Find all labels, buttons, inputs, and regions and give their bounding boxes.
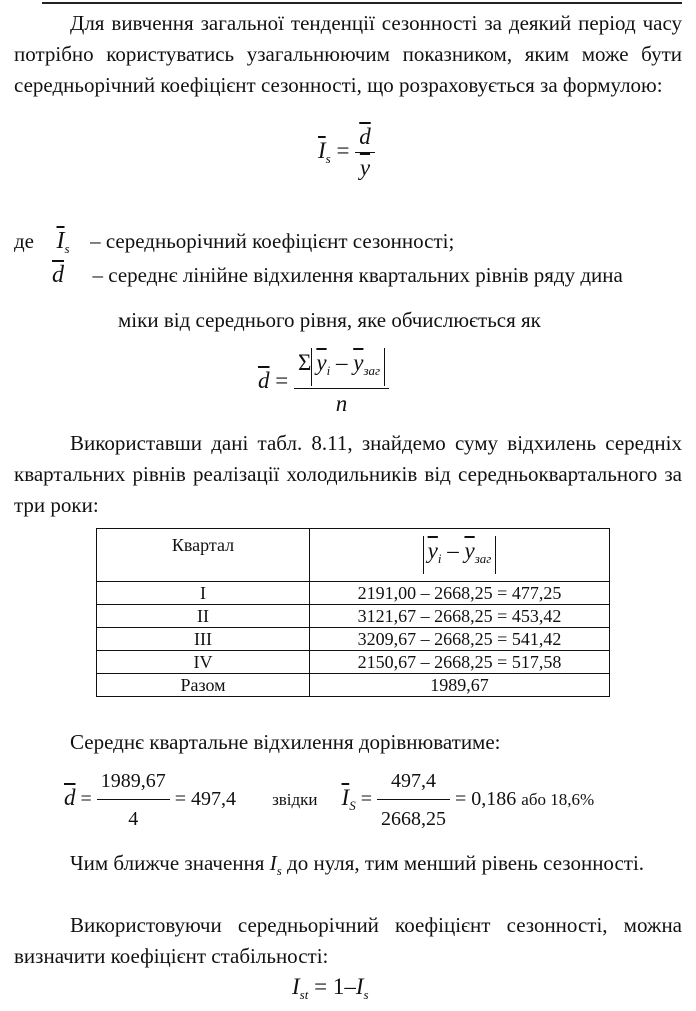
where-line-3: міки від середнього рівня, яке обчислюється як	[118, 308, 541, 332]
formula1-lhs-sub: s	[325, 150, 331, 166]
table-cell-value: 2191,00 – 2668,25 = 477,25	[310, 582, 610, 605]
formula1-denominator: y	[359, 155, 371, 180]
formula3-denominator: 4	[128, 808, 139, 830]
header-minus: –	[447, 538, 459, 563]
formula4-minus: –	[344, 974, 356, 999]
formula2-yi: $\overline{y}$	[316, 350, 327, 375]
formula2-fraction	[294, 348, 389, 417]
formula-calculation	[64, 770, 594, 831]
formula1-lhs: $\overline{I}$	[318, 137, 326, 163]
formula3-numerator: 1989,67	[97, 770, 170, 800]
formula3-eq: =	[80, 788, 92, 811]
formula3-result2: = 0,186	[455, 788, 517, 811]
formula4-rhs-sub: s	[363, 987, 369, 1002]
formula2-eq: =	[275, 367, 289, 393]
formula-mean-deviation	[258, 348, 389, 417]
formula2-sigma: Σ	[297, 350, 312, 375]
formula2-yz: $\overline{y}$	[353, 350, 364, 375]
para4-symbol: I	[269, 851, 277, 875]
paragraph-closer-to-zero	[14, 848, 682, 886]
formula4-lhs: I	[292, 974, 300, 999]
table-row	[97, 605, 610, 628]
formula2-abs	[311, 348, 385, 386]
where-dash2: –	[92, 263, 103, 287]
formula-seasonality-index	[318, 124, 375, 181]
table-header-deviation	[310, 529, 610, 582]
header-yz: $\overline{y}$	[464, 538, 475, 563]
formula2-numerator	[294, 348, 389, 389]
formula3-zvidky: звідки	[272, 790, 318, 810]
formula3-lhs: $\overline{d}$	[64, 785, 76, 811]
paragraph-intro: Для вивчення загальної тенденції сезонності за деякий період часу потрібно користуватись узагальнюючим показником, яким може бути середньорічний коефіцієнт сезонності, що розраховується за формулою:	[14, 11, 682, 97]
table-total-label: Разом	[97, 674, 310, 697]
header-yi: $\overline{y}$	[427, 538, 438, 563]
header-yz-sub: заг	[474, 551, 492, 566]
formula3-eq2: =	[360, 788, 372, 811]
table-header-row	[97, 529, 610, 582]
where-line-2	[52, 262, 623, 289]
paragraph-stability: Використовуючи середньорічний коефіцієнт сезонності, можна визначити коефіцієнт стабільності:	[14, 913, 682, 968]
formula4-one: 1	[332, 974, 345, 999]
where-sym2: $\overline{d}$	[52, 262, 64, 288]
table-header-quarter: Квартал	[97, 529, 310, 582]
table-cell-quarter: I	[97, 582, 310, 605]
table-cell-quarter: II	[97, 605, 310, 628]
table-cell-value: 3209,67 – 2668,25 = 541,42	[310, 628, 610, 651]
formula3-lhs2-sub: S	[349, 798, 356, 814]
table-total-value: 1989,67	[310, 674, 610, 697]
where-text2: середнє лінійне відхилення квартальних рівнів ряду дина	[108, 263, 623, 287]
formula2-yz-sub: заг	[363, 363, 381, 378]
where-sym1: $\overline{I}$	[56, 228, 65, 254]
table-cell-quarter: III	[97, 628, 310, 651]
formula1-numerator: $\overline{d}$	[355, 124, 375, 153]
formula1-eq: =	[336, 137, 350, 163]
formula3-fraction2	[377, 770, 450, 831]
where-de: де	[14, 229, 35, 253]
para4-symbol-sub: s	[276, 863, 282, 878]
where-text1: середньорічний коефіцієнт сезонності;	[105, 229, 455, 253]
formula-stability	[292, 974, 369, 1003]
where-sym1-sub: s	[64, 241, 70, 256]
table-total-row	[97, 674, 610, 697]
formula4-rhs: I	[355, 974, 364, 999]
paragraph-table-intro: Використавши дані табл. 8.11, знайдемо суму відхилень середніх квартальних рівнів реалізації холодильників від середньоквартального за три роки:	[14, 431, 682, 517]
para4-text-b: до нуля, тим менший рівень сезонності.	[281, 851, 645, 875]
where-line-1	[14, 228, 454, 257]
formula2-yi-sub: i	[326, 363, 331, 378]
table-row	[97, 651, 610, 674]
formula4-lhs-sub: st	[299, 987, 309, 1002]
table-cell-value: 2150,67 – 2668,25 = 517,58	[310, 651, 610, 674]
formula3-abo: або 18,6%	[521, 790, 595, 810]
formula3-result: = 497,4	[174, 788, 237, 811]
table-cell-value: 3121,67 – 2668,25 = 453,42	[310, 605, 610, 628]
formula1-fraction	[355, 124, 375, 181]
top-rule	[42, 2, 682, 4]
header-yi-sub: i	[437, 551, 442, 566]
header-abs	[423, 536, 497, 574]
formula3-denominator2: 2668,25	[381, 808, 446, 830]
formula2-lhs: $\overline{d}$	[258, 367, 270, 393]
table-row	[97, 582, 610, 605]
formula3-fraction	[97, 770, 170, 831]
formula3-lhs2: $\overline{I}$	[341, 785, 350, 811]
formula3-numerator2: 497,4	[377, 770, 450, 800]
table-row	[97, 628, 610, 651]
formula2-minus: –	[335, 350, 348, 375]
para4-text-a: Чим ближче значення	[70, 851, 270, 875]
where-dash1: –	[90, 229, 101, 253]
table-cell-quarter: IV	[97, 651, 310, 674]
deviation-table	[96, 528, 610, 697]
formula4-eq: =	[314, 974, 328, 999]
paragraph-mean-quarterly: Середнє квартальне відхилення дорівнюватиме:	[70, 730, 501, 754]
formula2-denominator: n	[335, 391, 348, 416]
